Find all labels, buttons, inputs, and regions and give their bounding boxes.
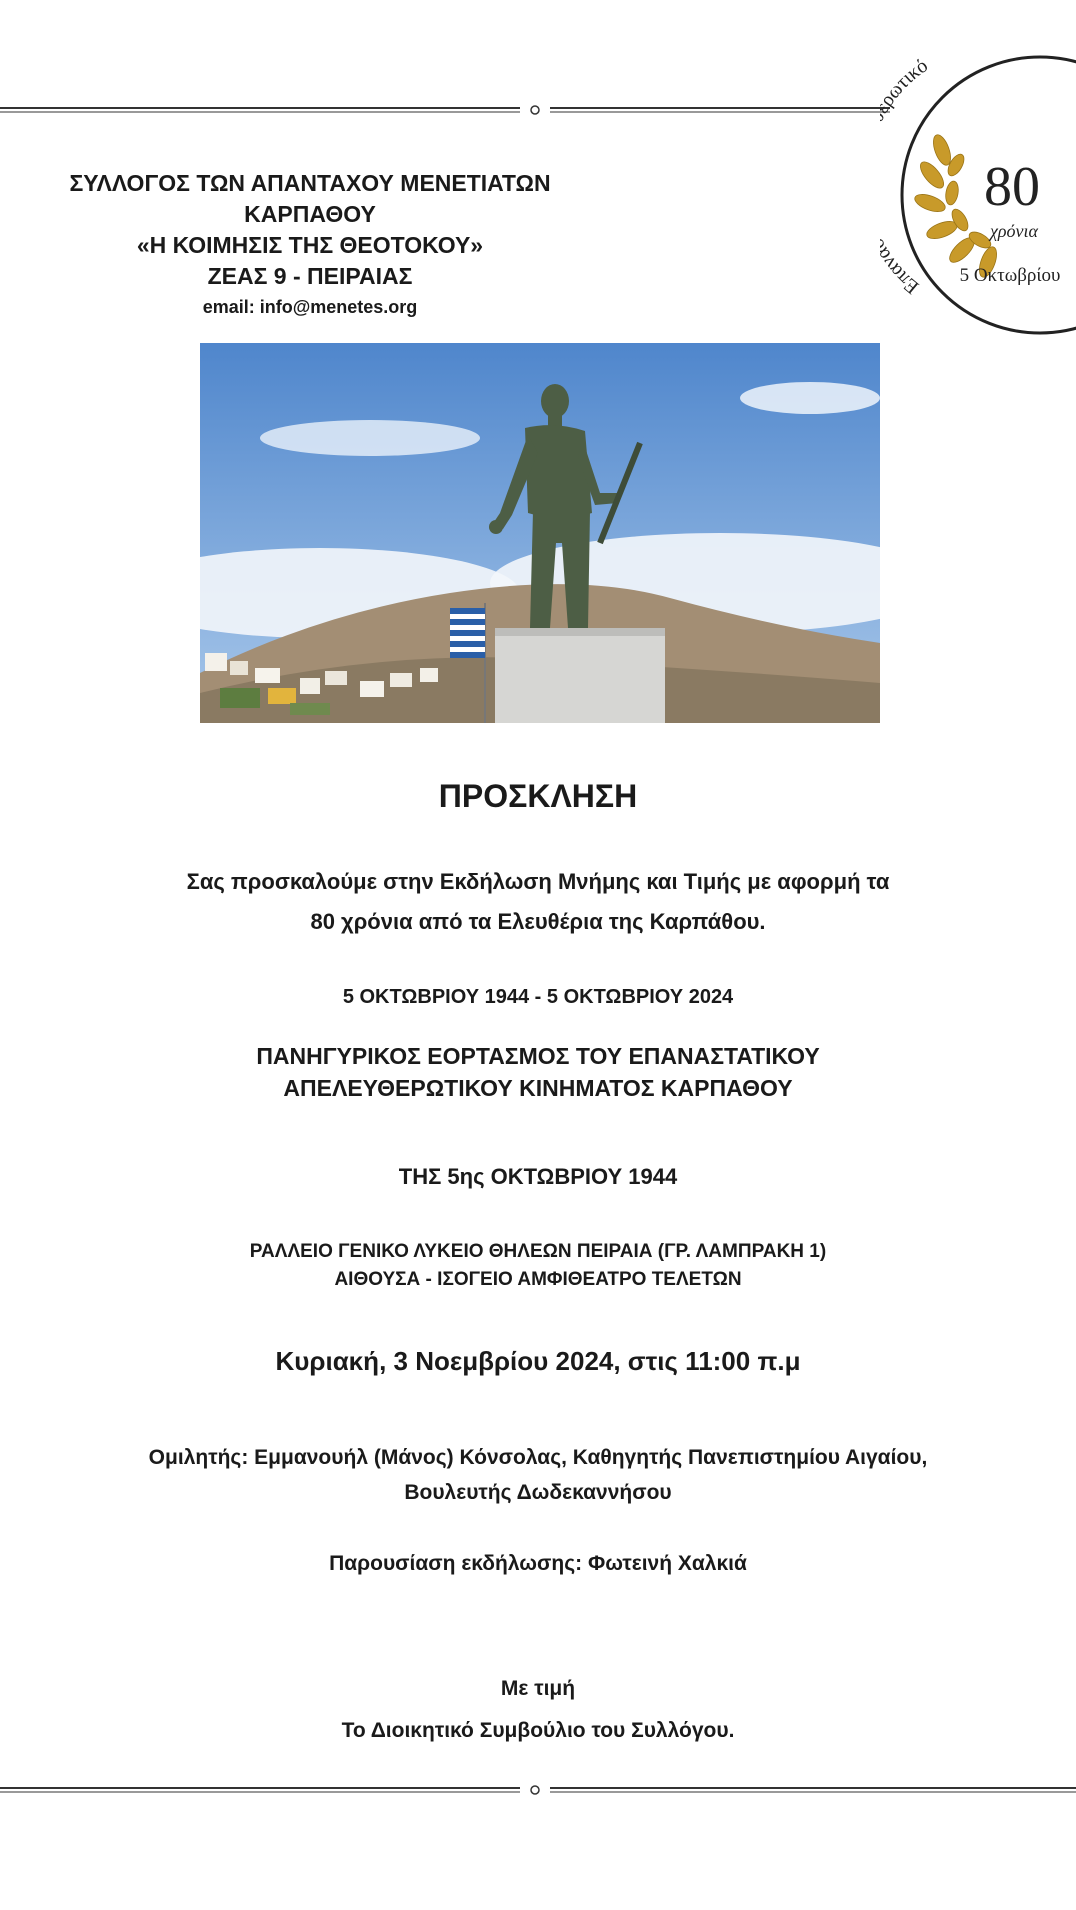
association-name: ΣΥΛΛΟΓΟΣ ΤΩΝ ΑΠΑΝΤΑΧΟΥ ΜΕΝΕΤΙΑΤΩΝ (69, 170, 551, 196)
speaker-line-2: Βουλευτής Δωδεκαννήσου (404, 1481, 672, 1504)
association-island: ΚΑΡΠΑΘΟΥ (244, 201, 376, 227)
anniversary-badge (880, 55, 1076, 335)
association-email: email: info@menetes.org (202, 297, 418, 317)
association-subtitle: «Η ΚΟΙΜΗΣΙΣ ΤΗΣ ΘΕΟΤΟΚΟΥ» (136, 232, 484, 258)
intro-line-2: 80 χρόνια από τα Ελευθέρια της Καρπάθου. (310, 909, 766, 934)
venue-line-1: ΡΑΛΛΕΙΟ ΓΕΝΙΚΟ ΛΥΚΕΙΟ ΘΗΛΕΩΝ ΠΕΙΡΑΙΑ (ΓΡ. ΛΑΜΠΡΑΚΗ 1) (249, 1241, 827, 1262)
venue (0, 1238, 1076, 1294)
invitation-intro (0, 862, 1076, 942)
speaker-line-1: Ομιλητής: Εμμανουήλ (Μάνος) Κόνσολας, Καθηγητής Πανεπιστημίου Αιγαίου, (148, 1446, 928, 1469)
closing-line-2: Το Διοικητικό Συμβούλιο του Συλλόγου. (341, 1719, 735, 1742)
anniversary-dates: 5 ΟΚΤΩΒΡΙΟΥ 1944 - 5 ΟΚΤΩΒΡΙΟΥ 2024 (342, 986, 734, 1008)
badge-number: 80 (984, 156, 1040, 218)
event-line-2: ΑΠΕΛΕΥΘΕΡΩΤΙΚΟΥ ΚΙΝΗΜΑΤΟΣ ΚΑΡΠΑΘΟΥ (283, 1075, 793, 1101)
association-header (0, 168, 620, 322)
greek-flag-icon (450, 608, 485, 658)
badge-years: χρόνια (990, 221, 1038, 241)
statue-illustration (200, 343, 880, 723)
intro-line-1: Σας προσκαλούμε στην Εκδήλωση Μνήμης και Τιμής με αφορμή τα (186, 869, 890, 894)
closing-line-1: Με τιμή (500, 1677, 576, 1700)
presenter: Παρουσίαση εκδήλωσης: Φωτεινή Χαλκιά (329, 1552, 747, 1575)
bottom-decorative-rule (0, 1770, 1076, 1810)
event-line-1: ΠΑΝΗΓΥΡΙΚΟΣ ΕΟΡΤΑΣΜΟΣ ΤΟΥ ΕΠΑΝΑΣΤΑΤΙΚΟΥ (256, 1043, 820, 1069)
invitation-title: ΠΡΟΣΚΛΗΣΗ (438, 778, 638, 814)
monument-photo (200, 343, 880, 723)
event-description (0, 1040, 1076, 1104)
event-datetime: Κυριακή, 3 Νοεμβρίου 2024, στις 11:00 π.μ (275, 1346, 801, 1376)
badge-arc-text: Επα ωτικό (882, 55, 932, 299)
venue-line-2: ΑΙΘΟΥΣΑ - ΙΣΟΓΕΙΟ ΑΜΦΙΘΕΑΤΡΟ ΤΕΛΕΤΩΝ (334, 1269, 742, 1290)
closing (0, 1668, 1076, 1752)
association-address: ΖΕΑΣ 9 - ΠΕΙΡΑΙΑΣ (207, 263, 413, 289)
badge-date: 5 Οκτωβρίου (959, 265, 1061, 286)
badge-graphic (880, 55, 1076, 335)
event-date: ΤΗΣ 5ης ΟΚΤΩΒΡΙΟΥ 1944 (398, 1164, 678, 1189)
speaker (0, 1440, 1076, 1510)
